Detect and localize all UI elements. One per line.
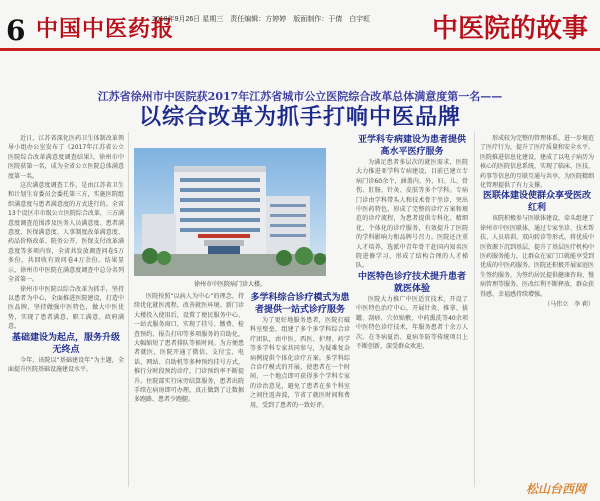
article-column-5: [480, 134, 594, 482]
edition-meta: 2018年9月26日 星期三 责任编辑：方婷婷 版面制作：于倩 白宇虹: [152, 16, 371, 23]
paragraph: 为满足患者多层次的就医需求，医院大力推进亚学科专病建设，目前已建立专病门诊60余个，涵盖内、外、妇、儿、骨伤、肛肠、针灸、皮肤等多个学科。专病门诊由学科带头人和技术骨干坐诊，突出中医药特色，形成了完整的诊疗方案和规范的诊疗流程，为患者提供专科化、精细化、个体化的诊疗服务，有效提升了医院的学科影响力和品牌号召力。医院还注重人才培养，选派中青年骨干赴国内知名医院进修学习，形成了结构合理的人才梯队。: [356, 159, 468, 270]
paragraph: 形成较为完整的管理体系，进一步规范了医疗行为，提升了医疗质量和安全水平。医院推进信息化建设，建成了以电子病历为核心的医院信息系统，实现了临床、医技、药事等信息的互联互通与共享，为医院精细化管理提供了有力支撑。: [480, 135, 594, 190]
site-watermark: 松山台西网: [525, 482, 586, 496]
section-title: 中医院的故事: [431, 14, 588, 44]
paragraph: 医院大力推广中医适宜技术，开设了中医特色治疗中心，开展针灸、推拿、拔罐、刮痧、穴位贴敷、中药熏洗等40余项中医特色诊疗技术，年服务患者十余万人次。在冬病夏治、夏病冬防等传统项目上不断创新，深受群众欢迎。: [356, 295, 468, 350]
paragraph: 这次满意度调查工作，是由江苏省卫生和计划生育委员会委托第三方，实施医院组织满意度与患者满意度的方式进行的。全省13个设区市市级公立医院综合改革，三方满意度调查范围涉及医务人员满意度、患者满意度、医保满意度、人事制度改革满意度、药品价格改革、院务公开、医保支付改革满意度等多项内容，全省共发放调查问卷5万多份，共回收有效问卷4万余份。结果显示，徐州市中医院在满意度调查中总分名列全省第一。: [8, 182, 124, 284]
hospital-building-image: [134, 148, 326, 276]
page-number: 6: [6, 14, 26, 47]
article-column-3: [250, 292, 350, 494]
paragraph: 为了更好地服务患者，医院打破科室壁垒，组建了多个多学科综合诊疗团队，由中医、西医、护理、药学等多学科专家共同参与，为疑难复杂病例提供个体化诊疗方案。多学科综合诊疗模式的开展，使患者在一个时间、一个地点即可获得多个学科专家的诊治意见，避免了患者在多个科室之间往返奔波，节省了就医时间和费用，受到了患者的一致好评。: [250, 317, 350, 409]
masthead: [0, 0, 600, 52]
paragraph: 今年，该院以“基础建设年”为主题，全面提升医院基础设施建设水平。: [8, 356, 124, 373]
subheading: 医联体建设使群众享受医改红利: [482, 191, 591, 214]
subheading: 基础建设为起点，服务升级无终点: [11, 332, 120, 355]
column-divider: [474, 132, 475, 487]
paragraph: 近日，江苏省深化医药卫生体制改革领导小组办公室发布了《2017年江苏省公立医院综合改革满意度调查结果》，徐州市中医院获第一名，成为全省公立医院总体满意度第一名。: [8, 135, 124, 180]
article-column-1: [8, 134, 124, 494]
hospital-building-photo: [134, 148, 326, 276]
subheading: 亚学科专病建设为患者提供高水平医疗服务: [357, 135, 466, 157]
column-divider: [128, 132, 129, 487]
masthead-rule: [0, 48, 600, 51]
article-column-4: [356, 134, 468, 494]
subheading: 多学科综合诊疗模式为患者提供一站式诊疗服务: [250, 293, 350, 315]
article-headline: 以综合改革为抓手打响中医品牌: [138, 104, 461, 130]
article-column-2: [134, 292, 244, 494]
paragraph: 徐州市中医院以综合改革为抓手，坚持以患者为中心，全面推进医院建设，打造中医品牌，坚持做强中医特色，做大中医优势，实现了患者满意、职工满意、政府满意。: [8, 285, 124, 331]
photo-caption: 徐州市中医院病门诊大楼。: [193, 281, 266, 288]
article-byline: （马伟立 李 莉）: [544, 301, 594, 309]
article-kicker: 江苏省徐州市中医院获2017年江苏省城市公立医院综合改革总体满意度第一名——: [97, 90, 503, 103]
paragraph: 医院按照“以病人为中心”的理念，持续优化就医流程，改善就医环境。新门诊大楼投入使用后，设置了便民服务中心、一站式服务窗口，实现了挂号、缴费、检查预约、报告打印等多项服务的自助化，大幅缩短了患者排队等候时间。为方便患者就医，医院开通了微信、支付宝、电话、网站、自助机等多种预约挂号方式，推行分时段预约诊疗，门诊预约率不断提升。住院部实行床旁结算服务，患者出院手续在病房即可办理，真正做到了让数据多跑路、患者少跑腿。: [134, 293, 244, 404]
newspaper-name: 中国中医药报: [36, 16, 175, 42]
subheading: 中医特色诊疗技术提升患者就医体验: [357, 271, 466, 294]
paragraph: 该院积极参与医联体建设，牵头组建了徐州市中医医联体，通过专家坐诊、技术帮扶、人员培训、双向转诊等形式，将优质中医资源下沉到基层，提升了基层医疗机构中医药服务能力，让群众在家门口就能享受到优质的中医药服务。医院还积极开展家庭医生签约服务，为签约居民提供健康咨询、慢病管理等服务。医改红利不断释放，群众获得感、幸福感持续增强。: [480, 215, 594, 298]
